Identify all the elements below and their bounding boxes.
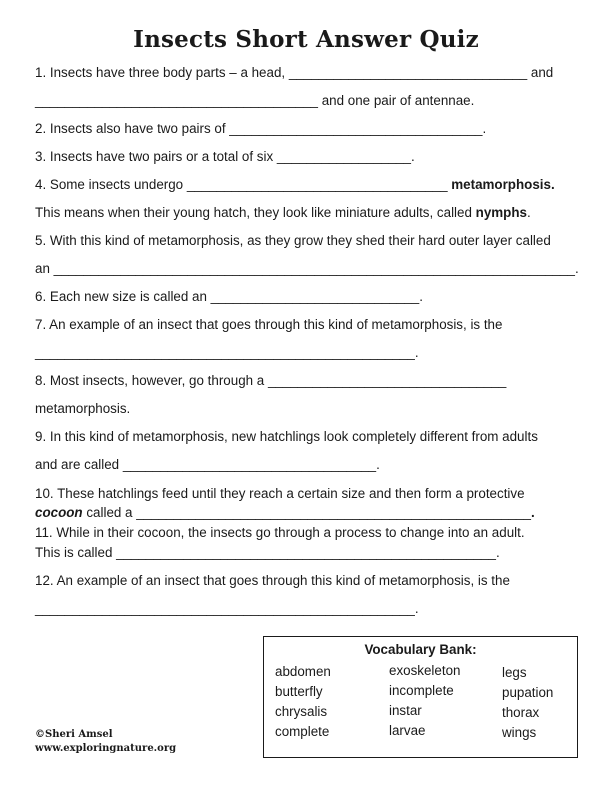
question-text: This is called	[35, 545, 117, 560]
question-7-line-1	[35, 317, 502, 333]
question-5-line-2	[35, 261, 579, 277]
vocab-word: wings	[502, 725, 537, 740]
question-text: This means when their young hatch, they look like miniature adults, called	[35, 205, 476, 220]
question-5-line-1	[35, 233, 551, 249]
author-credit: ©Sheri Amsel	[35, 729, 113, 740]
vocabulary-bank	[263, 636, 578, 758]
answer-blank[interactable]: ________________________________	[267, 373, 507, 388]
answer-blank[interactable]: ___________________________________________________	[35, 601, 415, 616]
vocabulary-bank-title: Vocabulary Bank:	[364, 642, 477, 657]
question-text: 5. With this kind of metamorphosis, as they grow they shed their hard outer layer called	[35, 233, 551, 248]
question-4-line-1	[35, 177, 555, 193]
question-11-line-1	[35, 525, 525, 541]
question-1-line-2	[35, 93, 474, 109]
question-text: 7. An example of an insect that goes through this kind of metamorphosis, is the	[35, 317, 503, 332]
answer-blank[interactable]: _____________________________________________________	[136, 505, 531, 520]
answer-blank[interactable]: ______________________________________________________________________	[53, 261, 575, 276]
website-credit: www.exploringnature.org	[35, 743, 177, 754]
vocab-word: chrysalis	[275, 704, 328, 719]
vocab-word: incomplete	[389, 683, 454, 698]
question-text: 4. Some insects undergo	[35, 177, 187, 192]
answer-blank[interactable]: ___________________________________	[186, 177, 448, 192]
question-text: .	[530, 505, 535, 520]
question-6	[35, 289, 423, 305]
question-8-line-1	[35, 373, 506, 389]
answer-blank[interactable]: __________________________________	[229, 121, 483, 136]
answer-blank[interactable]: ______________________________________	[35, 93, 318, 108]
vocab-word: complete	[275, 724, 330, 739]
answer-blank[interactable]: ___________________________________________________	[116, 545, 496, 560]
question-text: 12. An example of an insect that goes through this kind of metamorphosis, is the	[35, 573, 510, 588]
question-text: .	[414, 345, 419, 360]
question-text: 3. Insects have two pairs or a total of six	[35, 149, 277, 164]
question-text: 6. Each new size is called an	[35, 289, 211, 304]
vocab-word: abdomen	[275, 664, 331, 679]
vocab-column-1	[275, 664, 331, 744]
answer-blank[interactable]: __________________	[276, 149, 411, 164]
question-text: .	[526, 205, 531, 220]
question-1-line-1	[35, 65, 553, 81]
page-title: Insects Short Answer Quiz	[133, 26, 479, 53]
answer-blank[interactable]: ___________________________________________________	[35, 345, 415, 360]
question-text: .	[414, 601, 419, 616]
answer-blank[interactable]: ________________________________	[288, 65, 528, 80]
question-text: 1. Insects have three body parts – a head,	[35, 65, 289, 80]
question-text: 2. Insects also have two pairs of	[35, 121, 230, 136]
question-text: .	[495, 545, 500, 560]
question-text: called a	[82, 505, 137, 520]
answer-blank[interactable]: __________________________________	[122, 457, 377, 472]
question-text: metamorphosis.	[35, 401, 131, 416]
question-text: 11. While in their cocoon, the insects go through a process to change into an adult.	[35, 525, 525, 540]
question-12-line-2	[35, 601, 419, 617]
question-text: and	[527, 65, 554, 80]
question-text: .	[574, 261, 579, 276]
question-text: 10. These hatchlings feed until they reach a certain size and then form a protective	[35, 486, 525, 501]
question-9-line-1	[35, 429, 538, 445]
question-text: .	[410, 149, 415, 164]
question-text: 9. In this kind of metamorphosis, new hatchlings look completely different from adults	[35, 429, 538, 444]
question-10-line-1	[35, 486, 525, 502]
bold-term: metamorphosis.	[451, 177, 555, 192]
question-3	[35, 149, 415, 165]
vocab-word: butterfly	[275, 684, 323, 699]
question-7-line-2	[35, 345, 419, 361]
vocab-column-3	[502, 665, 553, 745]
question-9-line-2	[35, 457, 380, 473]
question-text: .	[376, 457, 380, 472]
answer-blank[interactable]: ____________________________	[210, 289, 420, 304]
vocab-word: instar	[389, 703, 422, 718]
bold-italic-term: cocoon	[35, 505, 83, 520]
vocab-word: thorax	[502, 705, 540, 720]
vocab-word: legs	[502, 665, 527, 680]
vocab-word: pupation	[502, 685, 554, 700]
question-11-line-2	[35, 545, 500, 561]
question-text: 8. Most insects, however, go through a	[35, 373, 268, 388]
question-2	[35, 121, 486, 137]
question-text: and one pair of antennae.	[318, 93, 475, 108]
question-text: an	[35, 261, 54, 276]
question-text: .	[419, 289, 423, 304]
question-8-line-2	[35, 401, 130, 417]
question-10-line-2	[35, 505, 535, 521]
vocab-word: exoskeleton	[389, 663, 461, 678]
bold-term: nymphs	[475, 205, 527, 220]
question-4-line-2	[35, 205, 531, 221]
vocab-column-2	[389, 663, 460, 743]
question-text: and are called	[35, 457, 123, 472]
question-text: .	[482, 121, 487, 136]
vocab-word: larvae	[389, 723, 426, 738]
question-12-line-1	[35, 573, 510, 589]
